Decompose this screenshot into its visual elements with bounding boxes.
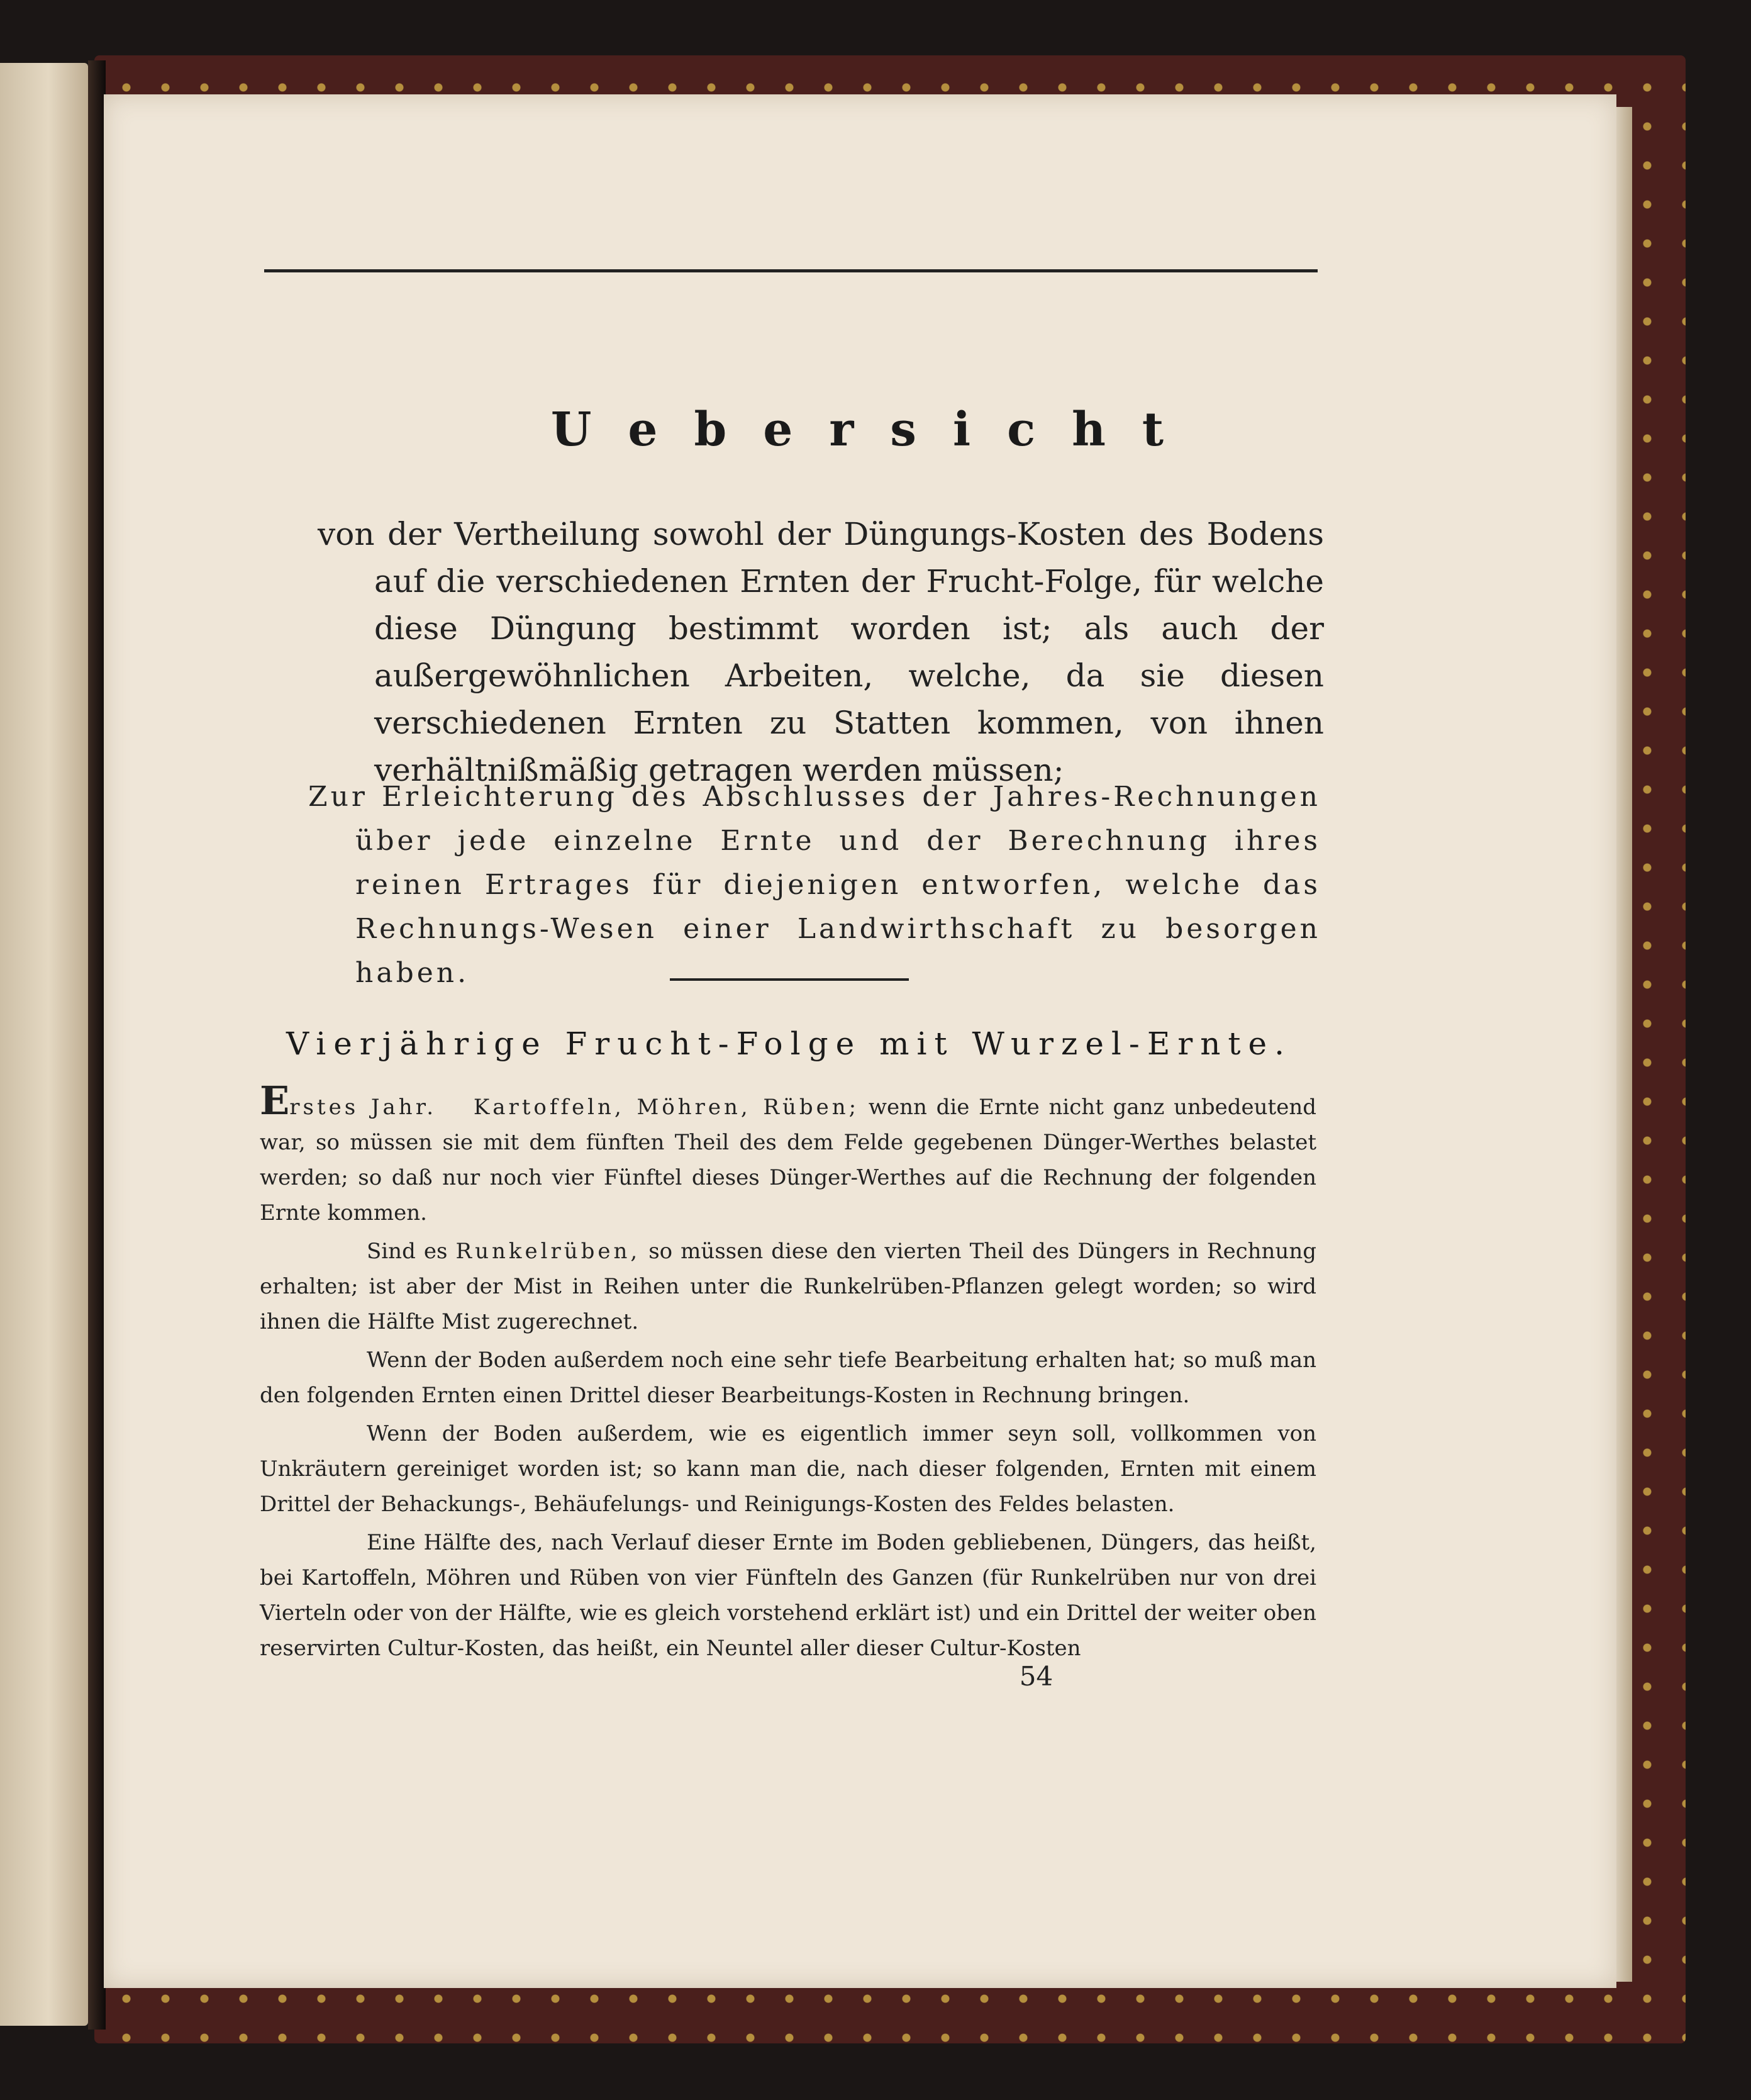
left-page-edge xyxy=(0,63,88,2026)
paragraph-pre: Sind es xyxy=(367,1239,448,1264)
paragraph-first-year xyxy=(260,1078,1317,1231)
paragraph-runkelrueben xyxy=(260,1234,1316,1339)
paragraph-deep-tillage: Wenn der Boden außerdem noch eine sehr tiefe Bearbeitung erhalten hat; so muß man den folgenden Ernten einen Drittel dieser Bearbeitungs-Kosten in Rechnung bringen. xyxy=(260,1348,1316,1408)
section-rule xyxy=(670,978,909,981)
paragraph-text: so müssen diese den vierten Theil des Düngers in Rechnung erhalten; ist aber der Mist in Reihen unter die Runkelrüben-Pflanzen gelegt worden; so wird ihnen die Hälfte Mist zugerechnet. xyxy=(260,1239,1316,1334)
paragraph-remaining-manure: Eine Hälfte des, nach Verlauf dieser Ernte im Boden gebliebenen, Düngers, das heißt, bei Kartoffeln, Möhren und Rüben von vier Fünfteln des Ganzen (für Runkelrüben nur von drei Vierteln oder von der Hälfte, wie es gleich vorstehend erklärt ist) und ein Drittel der weiter oben reservirten Cultur-Kosten, das heißt, ein Neuntel aller dieser Cultur-Kosten xyxy=(260,1530,1316,1661)
drop-initial: E xyxy=(260,1078,290,1124)
paragraph-text: wenn die Ernte nicht ganz unbedeutend war, so müssen sie mit dem fünften Theil des dem Felde gegebenen Dünger-Werthes belastet werden; so daß nur noch vier Fünftel dieses Dünger-Werthes auf die Rechnung der folgenden Ernte kommen. xyxy=(260,1095,1317,1226)
page-edge-right xyxy=(1616,107,1632,1982)
book-gutter xyxy=(88,60,106,2030)
paragraph-lead: rstes Jahr. xyxy=(289,1095,437,1120)
top-rule xyxy=(264,269,1318,272)
body-text xyxy=(260,1078,1317,1669)
page-number: 54 xyxy=(1019,1661,1053,1692)
subtitle-purpose-paragraph: Zur Erleichterung des Abschlusses der Jahres-Rechnungen über jede einzelne Ernte und der Berechnung ihres reinen Ertrages für diejenigen entworfen, welche das Rechnungs-Wesen einer Landwirthschaft zu besorgen haben. xyxy=(308,781,1321,989)
section-heading: Vierjährige Frucht-Folge mit Wurzel-Ernte. xyxy=(286,1025,1292,1062)
crop-name: Runkelrüben, xyxy=(455,1239,641,1264)
crop-list: Kartoffeln, Möhren, Rüben; xyxy=(473,1095,860,1120)
paragraph-weeding: Wenn der Boden außerdem, wie es eigentlich immer seyn soll, vollkommen von Unkräutern gereiniget worden ist; so kann man die, nach dieser folgenden, Ernten mit einem Drittel der Behackungs-, Behäufelungs- und Reinigungs-Kosten des Feldes belasten. xyxy=(260,1421,1316,1517)
page-title: Uebersicht xyxy=(550,403,1201,457)
subtitle-paragraph: von der Vertheilung sowohl der Düngungs-Kosten des Bodens auf die verschiedenen Ernten der Frucht-Folge, für welche diese Düngung bestimmt worden ist; als auch der außergewöhnlichen Arbeiten, welche, da sie diesen verschiedenen Ernten zu Statten kommen, von ihnen verhältnißmäßig getragen werden müssen; xyxy=(318,516,1324,788)
